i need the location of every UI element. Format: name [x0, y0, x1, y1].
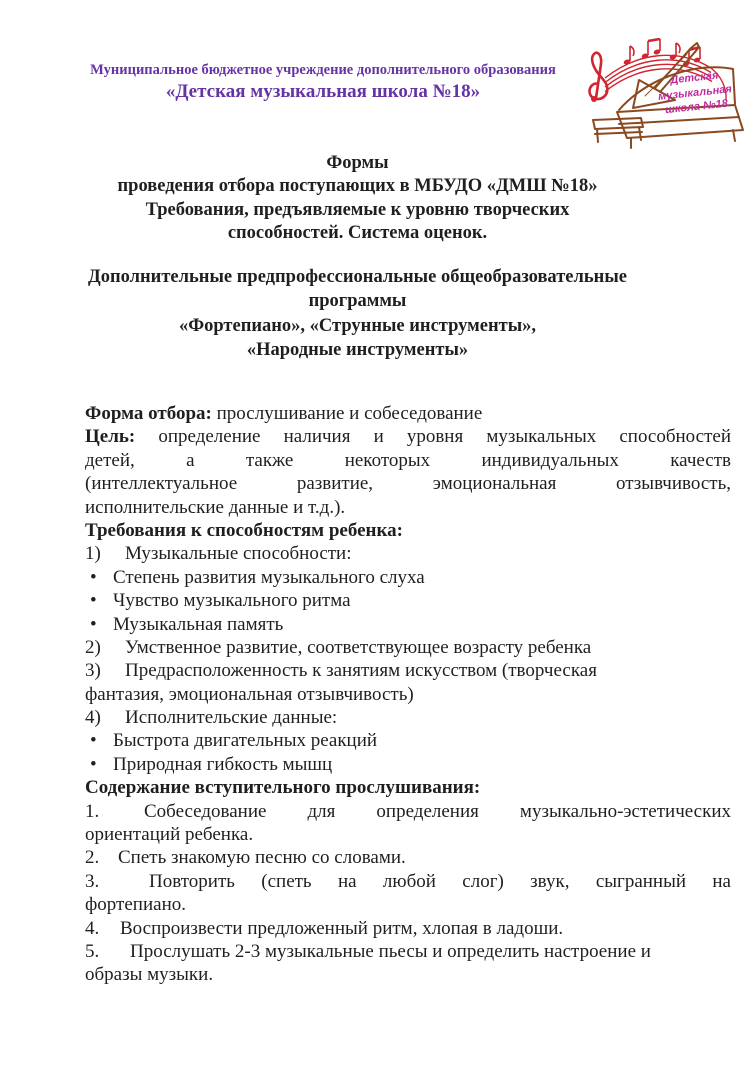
list-marker: •	[90, 730, 97, 752]
body-text: определение наличия и уровня музыкальных способностей	[135, 426, 731, 448]
list-marker: 2.	[85, 847, 100, 869]
body-text: Спеть знакомую песню со словами.	[118, 847, 406, 869]
body-line	[85, 823, 731, 846]
body-bold-text: Цель:	[85, 426, 136, 448]
body-line	[85, 659, 731, 682]
body-text: Исполнительские данные:	[125, 707, 338, 729]
body-text: Прослушать 2-3 музыкальные пьесы и определить настроение и	[130, 940, 651, 962]
body-text: исполнительские данные и т.д.).	[85, 496, 346, 518]
list-marker: 3)	[85, 660, 101, 682]
body-text: (интеллектуальное развитие, эмоциональная отзывчивость,	[85, 473, 731, 495]
body-text: фортепиано.	[85, 894, 186, 916]
document-body	[85, 402, 731, 987]
list-marker: •	[90, 566, 97, 588]
body-text: образы музыки.	[85, 964, 214, 986]
body-line	[85, 800, 731, 823]
list-marker: 3.	[85, 870, 100, 892]
org-name-line1: Муниципальное бюджетное учреждение дополнительного образования	[90, 62, 556, 78]
body-line	[85, 636, 731, 659]
logo-text-line1: Детская	[669, 69, 719, 87]
body-line	[85, 402, 731, 425]
body-line	[85, 753, 731, 776]
body-line	[85, 846, 731, 869]
body-bold-text: Содержание вступительного прослушивания:	[85, 777, 481, 799]
body-line	[85, 472, 731, 495]
body-line	[85, 963, 731, 986]
programs-line: «Фортепиано», «Струнные инструменты»,	[178, 315, 537, 336]
logo-text-line3: школа №18	[664, 97, 729, 117]
list-marker: 2)	[85, 636, 101, 658]
list-marker: 1)	[85, 543, 101, 565]
list-marker: 4.	[85, 917, 100, 939]
programs-line: программы	[308, 291, 407, 312]
org-header	[85, 60, 561, 104]
org-name-line2: «Детская музыкальная школа №18»	[165, 81, 481, 102]
body-text: детей, а также некоторых индивидуальных качеств	[85, 449, 731, 471]
body-text: Воспроизвести предложенный ритм, хлопая в ладоши.	[120, 917, 564, 939]
body-text: Предрасположенность к занятиям искусством (творческая	[125, 660, 597, 682]
body-line	[85, 893, 731, 916]
body-line	[85, 496, 731, 519]
logo-text	[656, 68, 734, 117]
list-marker: 4)	[85, 707, 101, 729]
programs-subtitle	[85, 265, 630, 362]
list-marker: •	[90, 590, 97, 612]
body-line	[85, 729, 731, 752]
list-marker: •	[90, 753, 97, 775]
document-title	[85, 152, 630, 245]
body-text: Собеседование для определения музыкально-эстетических	[144, 800, 731, 822]
body-line	[85, 870, 731, 893]
body-line	[85, 940, 731, 963]
body-text: Музыкальная память	[113, 613, 284, 635]
body-line	[85, 566, 731, 589]
body-text: Природная гибкость мышц	[113, 753, 333, 775]
title-line: Формы	[326, 153, 389, 173]
list-marker: •	[90, 613, 97, 635]
body-text: ориентаций ребенка.	[85, 824, 254, 846]
body-text: Умственное развитие, соответствующее возрасту ребенка	[125, 636, 592, 658]
programs-line: Дополнительные предпрофессиональные общеобразовательные	[88, 267, 627, 287]
body-bold-text: Форма отбора:	[85, 403, 212, 424]
body-text: Чувство музыкального ритма	[113, 590, 351, 612]
body-line	[85, 589, 731, 612]
body-line	[85, 613, 731, 636]
body-text: фантазия, эмоциональная отзывчивость)	[85, 683, 414, 705]
body-bold-text: Требования к способностям ребенка:	[85, 519, 403, 541]
list-marker: 1.	[85, 800, 100, 822]
list-marker: 5.	[85, 940, 100, 962]
body-heading-line	[85, 776, 731, 799]
body-text: Быстрота двигательных реакций	[113, 730, 378, 752]
title-line: Требования, предъявляемые к уровню творческих	[145, 199, 570, 220]
body-line	[85, 542, 731, 565]
body-text: Повторить (спеть на любой слог) звук, сыгранный на	[149, 870, 731, 892]
body-line	[85, 706, 731, 729]
body-text: прослушивание и собеседование	[211, 403, 483, 424]
body-heading-line	[85, 519, 731, 542]
body-line	[85, 917, 731, 940]
body-text: Музыкальные способности:	[125, 543, 352, 565]
logo-text-line2: музыкальная	[657, 83, 733, 103]
title-line: проведения отбора поступающих в МБУДО «ДМШ №18»	[117, 176, 598, 197]
school-logo	[583, 38, 749, 150]
body-line	[85, 425, 731, 448]
title-line: способностей. Система оценок.	[227, 222, 488, 243]
body-line	[85, 449, 731, 472]
body-line	[85, 683, 731, 706]
programs-line: «Народные инструменты»	[246, 339, 469, 360]
body-text: Степень развития музыкального слуха	[113, 566, 425, 588]
